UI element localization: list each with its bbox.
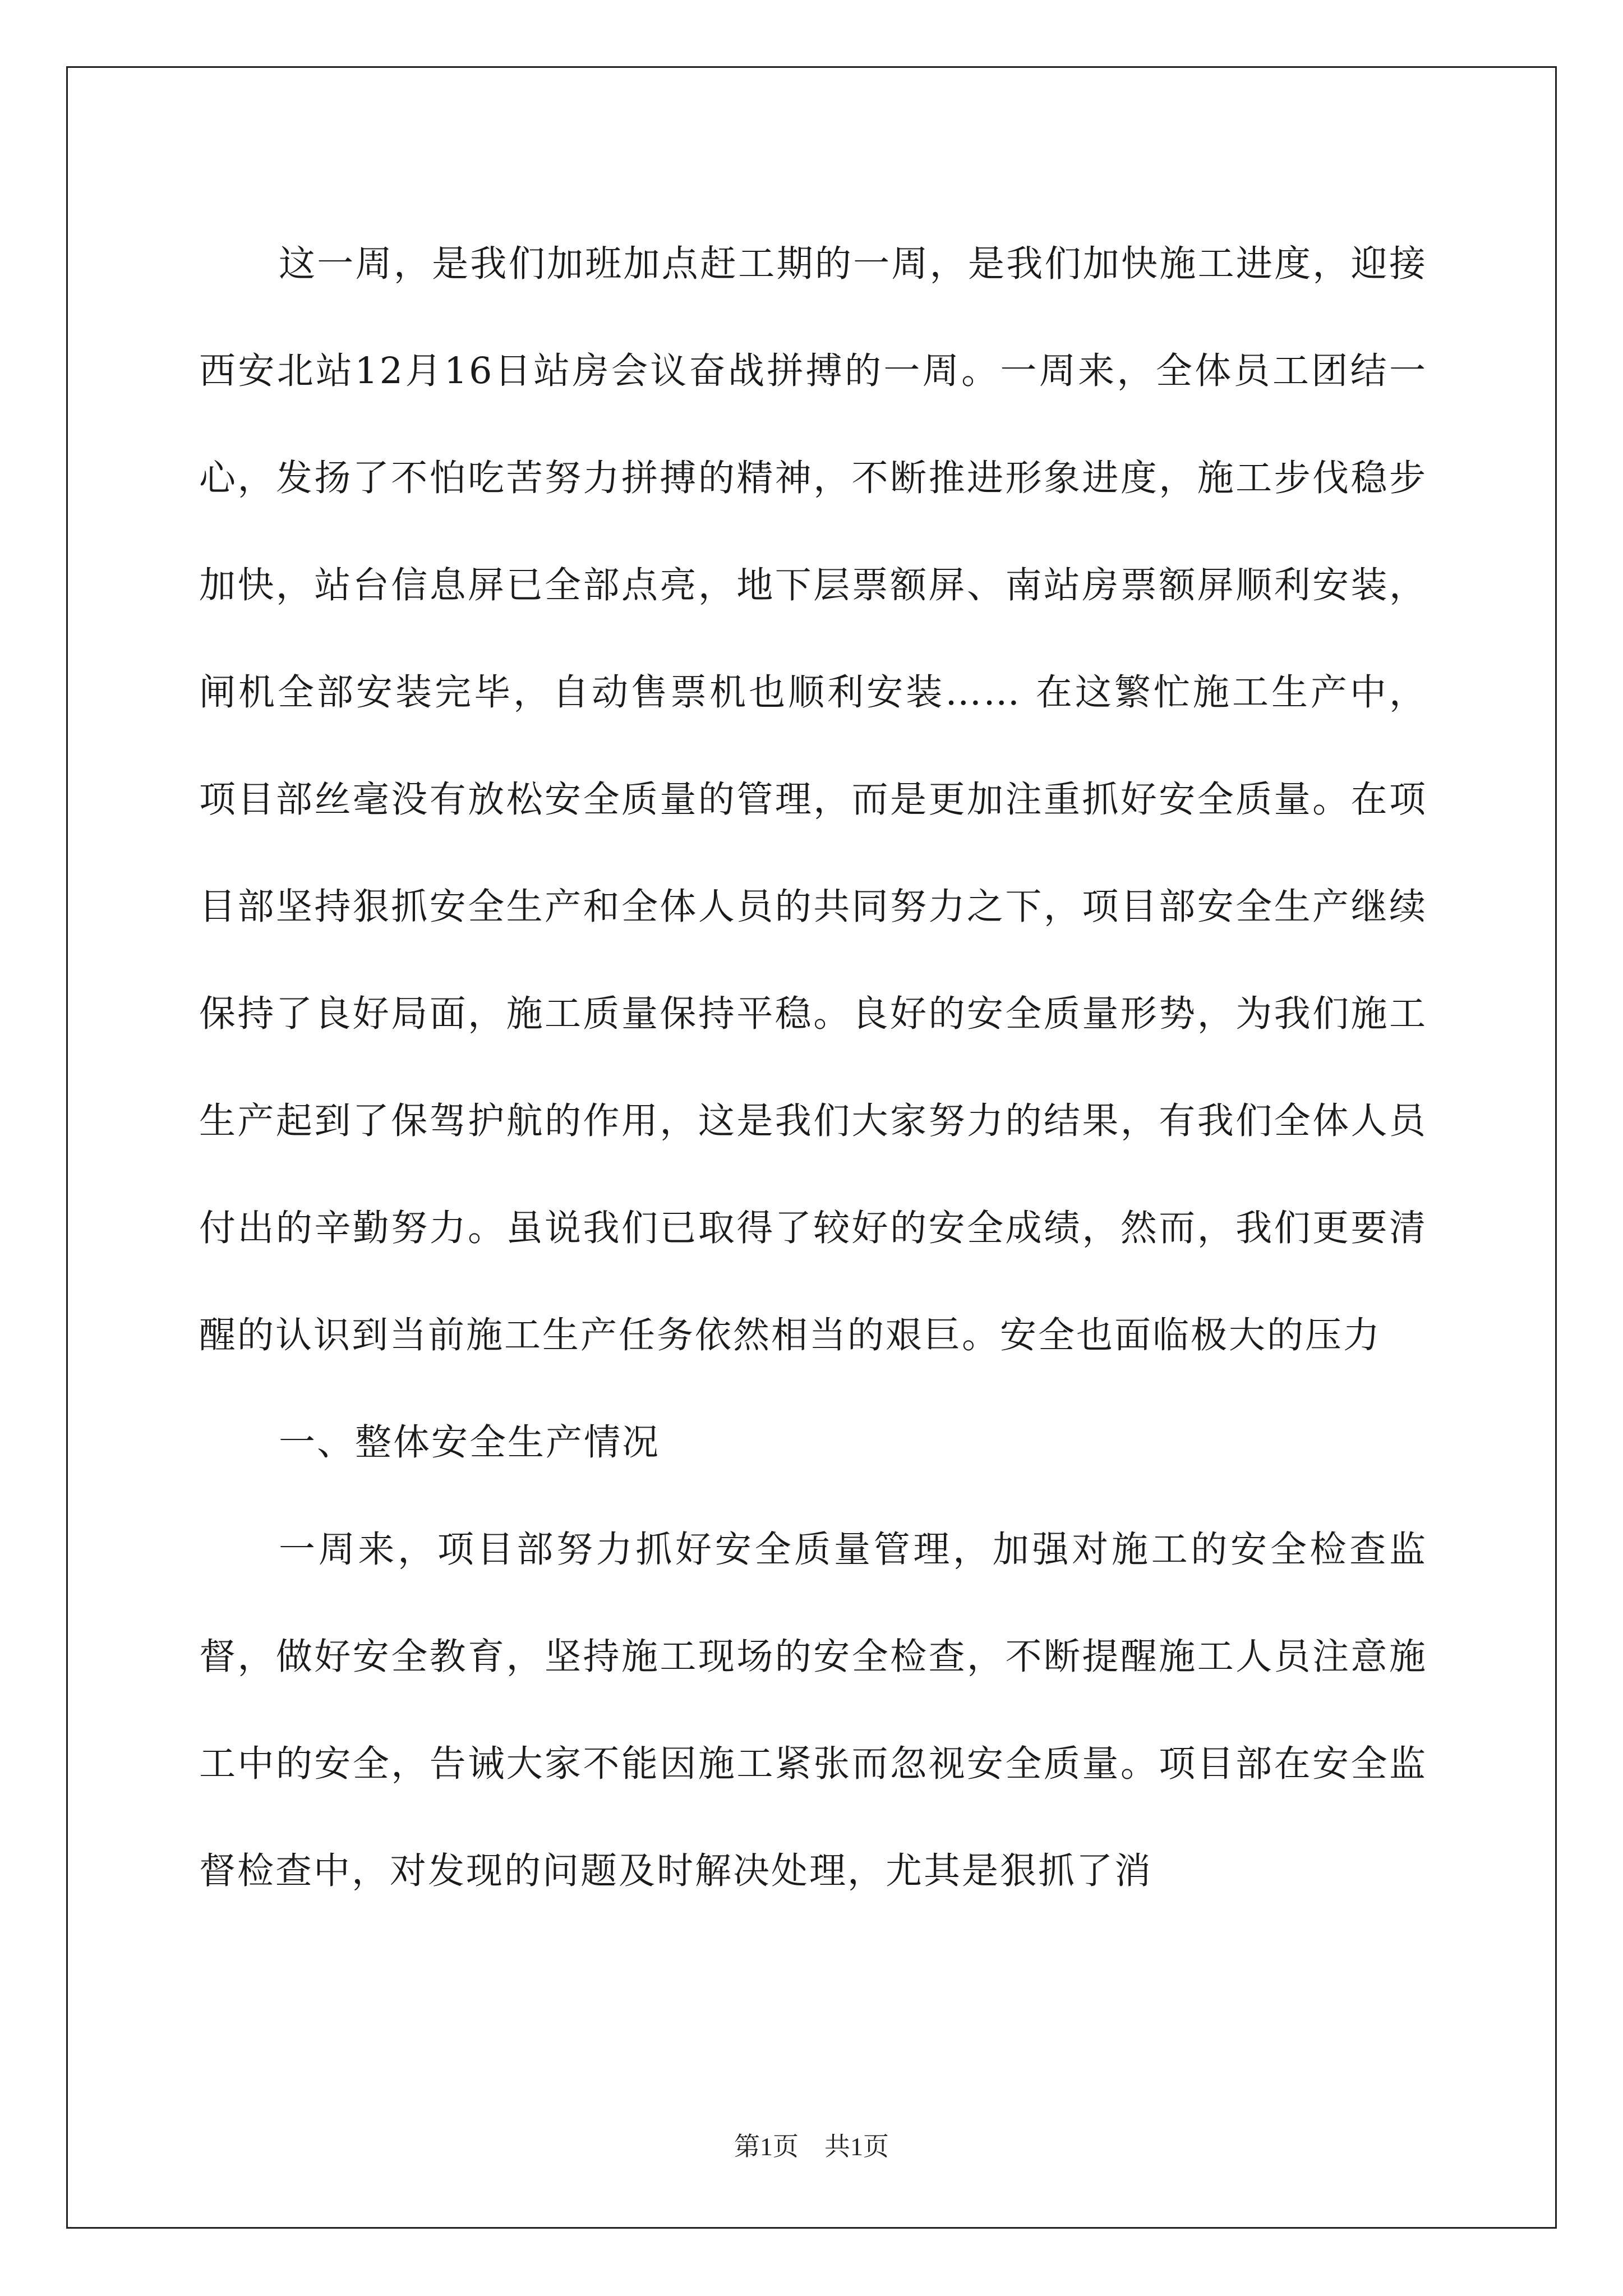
page-footer <box>0 2126 1623 2163</box>
section-paragraph: 一周来，项目部努力抓好安全质量管理，加强对施工的安全检查监督，做好安全教育，坚持施工现场的安全检查，不断提醒施工人员注意施工中的安全，告诫大家不能因施工紧张而忽视安全质量。项目部在安全监督检查中，对发现的问题及时解决处理，尤其是狠抓了消 <box>199 1529 1427 1892</box>
intro-paragraph: 这一周，是我们加班加点赶工期的一周，是我们加快施工进度，迎接西安北站12月16日站房会议奋战拼搏的一周。一周来，全体员工团结一心，发扬了不怕吃苦努力拼搏的精神，不断推进形象进度，施工步伐稳步加快，站台信息屏已全部点亮，地下层票额屏、南站房票额屏顺利安装，闸机全部安装完毕，自动售票机也顺利安装…… 在这繁忙施工生产中，项目部丝毫没有放松安全质量的管理，而是更加注重抓好安全质量。在项目部坚持狠抓安全生产和全体人员的共同努力之下，项目部安全生产继续保持了良好局面，施工质量保持平稳。良好的安全质量形势，为我们施工生产起到了保驾护航的作用，这是我们大家努力的结果，有我们全体人员付出的辛勤努力。虽说我们已取得了较好的安全成绩，然而，我们更要清醒的认识到当前施工生产任务依然相当的艰巨。安全也面临极大的压力 <box>199 243 1427 1356</box>
page-total: 共1页 <box>824 2132 889 2161</box>
page-number: 第1页 <box>734 2132 799 2161</box>
document-body <box>199 210 1427 1925</box>
section-heading: 一、整体安全生产情况 <box>279 1421 661 1464</box>
